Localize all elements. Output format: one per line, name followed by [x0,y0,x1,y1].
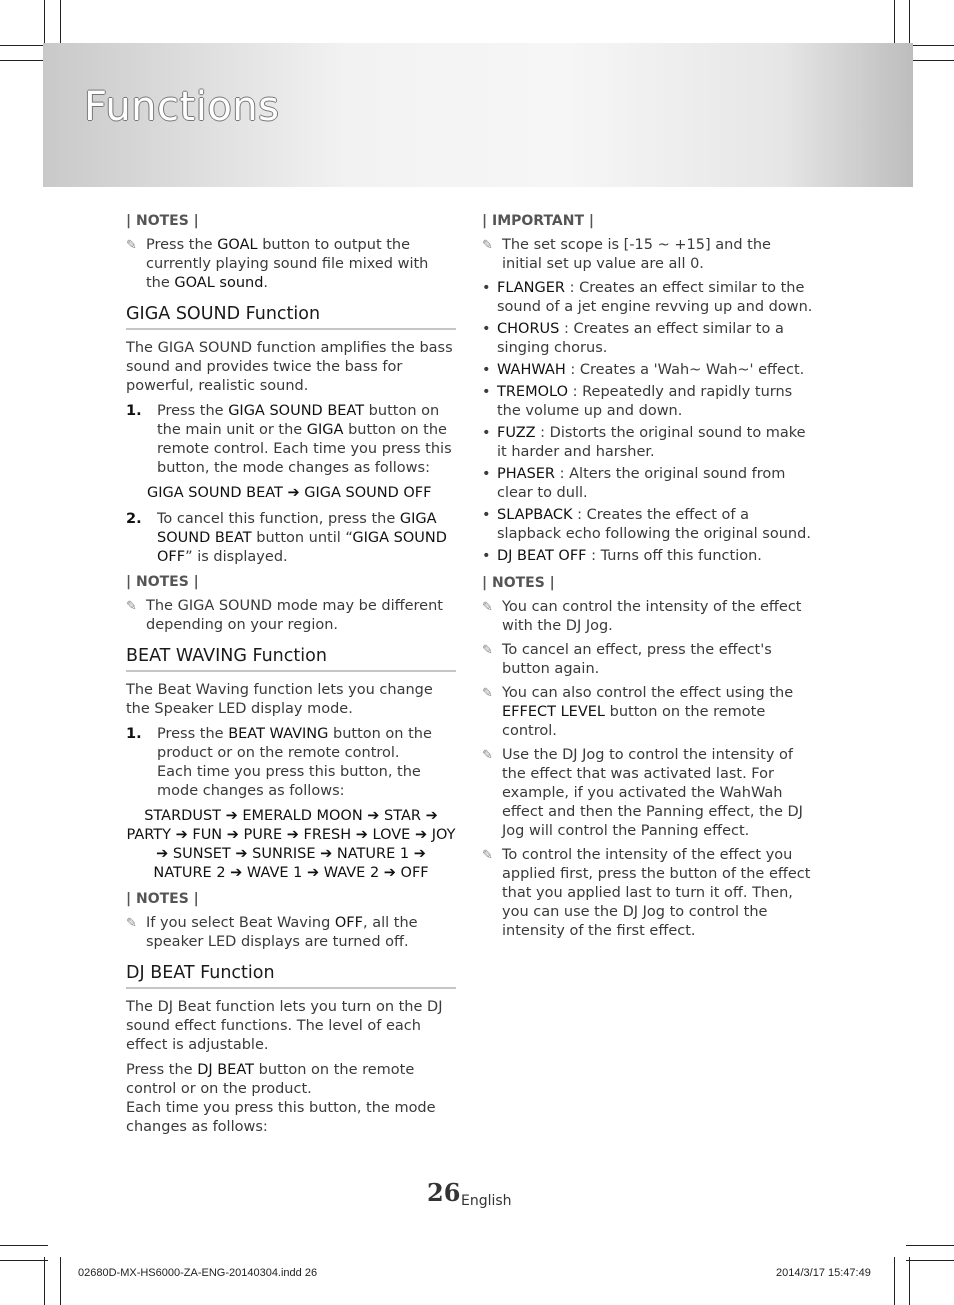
dj-beat-intro: The DJ Beat function lets you turn on the DJ sound effect functions. The level of each effect is adjustable. [126,999,443,1053]
crop-mark [906,60,954,61]
pencil-icon: ✎ [126,916,137,931]
effect-item: • SLAPBACK : Creates the effect of a slapback echo following the original sound. [482,507,811,542]
page-number: 26 [427,1178,461,1207]
effect-item: • WAHWAH : Creates a 'Wah~ Wah~' effect. [482,362,805,378]
giga-step-1: 1. Press the GIGA SOUND BEAT button on the main unit or the GIGA button on the remote control. Each time you press this button, the mode changes as follows: [126,403,452,476]
crop-mark [0,1245,48,1246]
notes-label: | NOTES | [482,575,555,591]
pencil-icon: ✎ [482,238,493,253]
pencil-icon: ✎ [482,686,493,701]
giga-step-2: 2. To cancel this function, press the GIGA SOUND BEAT button until “GIGA SOUND OFF” is displayed. [126,511,447,565]
crop-mark [0,1260,48,1261]
effect-item: • FLANGER : Creates an effect similar to the sound of a jet engine revving up and down. [482,280,813,315]
crop-mark [44,0,45,48]
note-beat-off: ✎ If you select Beat Waving OFF, all the speaker LED displays are turned off. [126,915,418,950]
crop-mark [60,1257,61,1305]
crop-mark [60,0,61,48]
important-label: | IMPORTANT | [482,213,594,229]
page-title: Functions [84,84,280,130]
crop-mark [909,1257,910,1305]
slug-timestamp: 2014/3/17 15:47:49 [776,1267,871,1279]
beat-waving-intro: The Beat Waving function lets you change the Speaker LED display mode. [126,682,433,717]
note-first-effect: ✎ To control the intensity of the effect you applied first, press the button of the effect that you applied last to turn it off. Then, you can use the DJ Jog to control the intensity of the first effect. [482,847,811,939]
effect-item: • FUZZ : Distorts the original sound to make it harder and harsher. [482,425,806,460]
crop-mark [909,0,910,48]
beat-waving-heading: BEAT WAVING Function [126,647,456,672]
note-dj-jog: ✎ You can control the intensity of the effect with the DJ Jog. [482,599,802,634]
beat-mode-sequence: STARDUST ➔ EMERALD MOON ➔ STAR ➔ PARTY ➔ FUN ➔ PURE ➔ FRESH ➔ LOVE ➔ JOY ➔ SUNSET ➔ SUNRISE ➔ NATURE 1 ➔ NATURE 2 ➔ WAVE 1 ➔ WAVE 2 ➔ OFF [126,808,456,881]
giga-sound-intro: The GIGA SOUND function amplifies the bass sound and provides twice the bass for powerful, realistic sound. [126,340,453,394]
pencil-icon: ✎ [482,643,493,658]
crop-mark [44,1257,45,1305]
pencil-icon: ✎ [482,848,493,863]
dj-beat-heading: DJ BEAT Function [126,964,456,989]
giga-sound-heading: GIGA SOUND Function [126,305,456,330]
note-effect-level: ✎ You can also control the effect using the EFFECT LEVEL button on the remote control. [482,685,794,739]
dj-beat-press: Press the DJ BEAT button on the remote control or on the product. [126,1062,415,1097]
note-last-effect: ✎ Use the DJ Jog to control the intensity of the effect that was activated last. For example, if you activated the WahWah effect and then the Panning effect, the DJ Jog will control the Panning effect. [482,747,803,839]
crop-mark [894,1257,895,1305]
crop-mark [0,60,48,61]
notes-label: | NOTES | [126,891,199,907]
pencil-icon: ✎ [126,238,137,253]
effect-item: • PHASER : Alters the original sound from clear to dull. [482,466,786,501]
effect-item: • CHORUS : Creates an effect similar to a singing chorus. [482,321,784,356]
dj-beat-mode-change: Each time you press this button, the mode changes as follows: [126,1100,436,1135]
pencil-icon: ✎ [482,600,493,615]
notes-label: | NOTES | [126,574,199,590]
effect-item: • TREMOLO : Repeatedly and rapidly turns the volume up and down. [482,384,793,419]
important-note: ✎ The set scope is [-15 ~ +15] and the initial set up value are all 0. [482,237,771,272]
left-column [126,212,456,1143]
page-language: English [461,1193,512,1209]
crop-mark [894,0,895,48]
note-giga-region: ✎ The GIGA SOUND mode may be different depending on your region. [126,598,443,633]
crop-mark [0,45,48,46]
note-cancel-effect: ✎ To cancel an effect, press the effect's button again. [482,642,772,677]
pencil-icon: ✎ [482,748,493,763]
slug-filename: 02680D-MX-HS6000-ZA-ENG-20140304.indd 26 [78,1267,318,1279]
giga-mode-sequence: GIGA SOUND BEAT ➔ GIGA SOUND OFF [147,485,432,501]
note-goal: ✎ Press the GOAL button to output the currently playing sound file mixed with the GOAL sound. [126,237,429,291]
notes-label: | NOTES | [126,213,199,229]
pencil-icon: ✎ [126,599,137,614]
crop-mark [906,45,954,46]
crop-mark [906,1260,954,1261]
right-column [482,212,814,946]
crop-mark [906,1245,954,1246]
effect-item: • DJ BEAT OFF : Turns off this function. [482,548,762,564]
beat-step-1: 1. Press the BEAT WAVING button on the product or on the remote control. Each time you press this button, the mode changes as follows: [126,726,432,799]
